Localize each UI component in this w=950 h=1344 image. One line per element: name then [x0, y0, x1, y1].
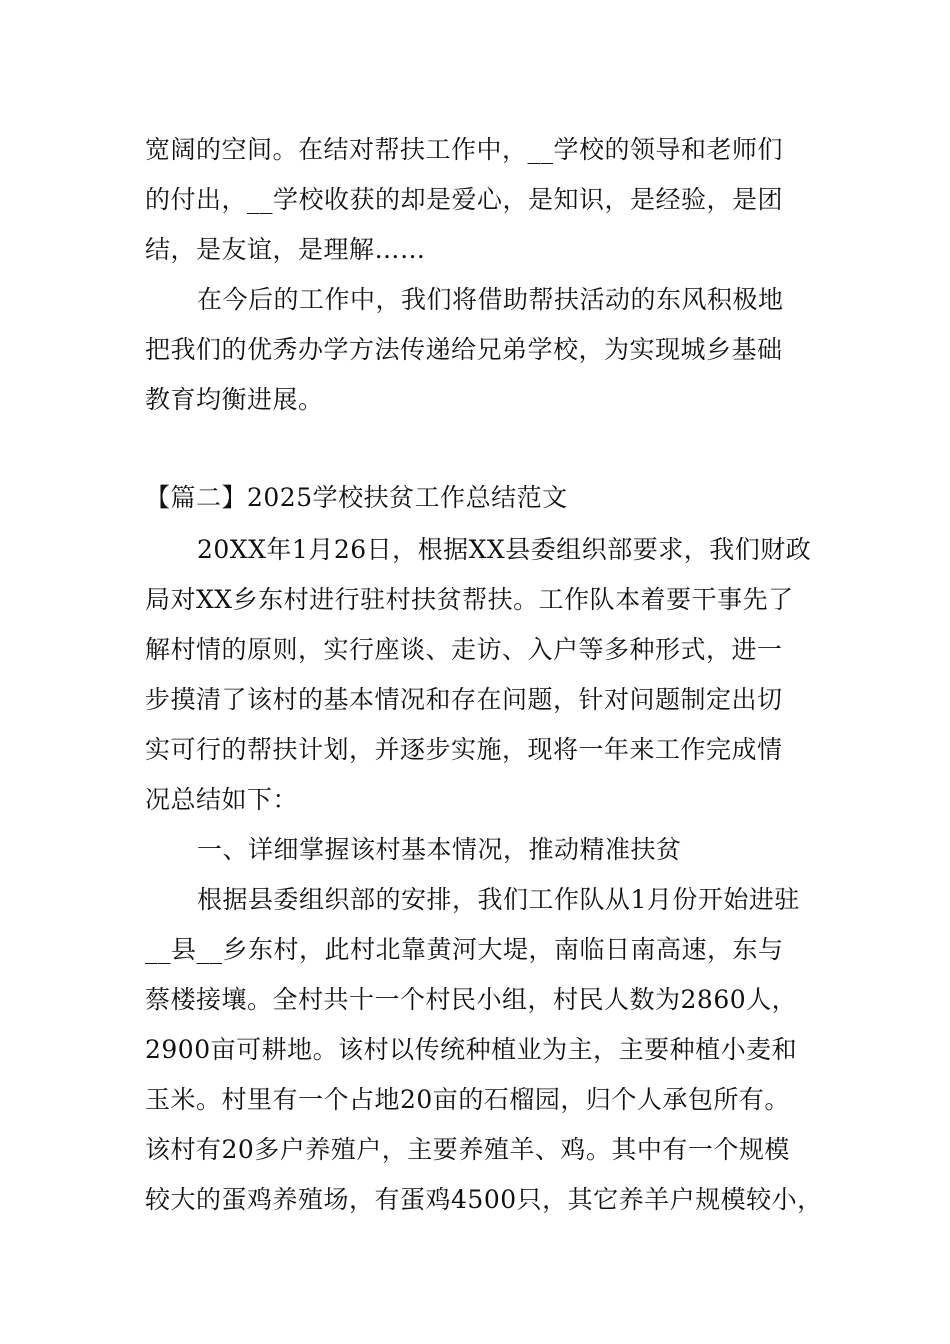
paragraph-line: 蔡楼接壤。全村共十一个村民小组，村民人数为2860人，: [145, 985, 798, 1014]
paragraph-line: 实可行的帮扶计划，并逐步实施，现将一年来工作完成情: [145, 735, 783, 764]
paragraph-line: 教育均衡进展。: [145, 385, 324, 414]
paragraph-line: 的付出，__学校收获的却是爱心，是知识，是经验，是团: [145, 185, 784, 214]
subsection-heading: 一、详细掌握该村基本情况，推动精准扶贫: [197, 835, 682, 864]
paragraph-line: 宽阔的空间。在结对帮扶工作中，__学校的领导和老师们: [145, 135, 784, 164]
paragraph-line: 把我们的优秀办学方法传递给兄弟学校，为实现城乡基础: [145, 335, 783, 364]
paragraph-line: 局对XX乡东村进行驻村扶贫帮扶。工作队本着要干事先了: [145, 585, 794, 614]
paragraph-line: 在今后的工作中，我们将借助帮扶活动的东风积极地: [197, 285, 784, 314]
paragraph-line: 较大的蛋鸡养殖场，有蛋鸡4500只，其它养羊户规模较小，: [145, 1185, 823, 1214]
paragraph-line: 20XX年1月26日，根据XX县委组织部要求，我们财政: [197, 535, 812, 564]
paragraph-line: 根据县委组织部的安排，我们工作队从1月份开始进驻: [197, 885, 800, 914]
paragraph-line: 解村情的原则，实行座谈、走访、入户等多种形式，进一: [145, 635, 783, 664]
paragraph-line: 况总结如下：: [145, 785, 299, 814]
paragraph-line: 2900亩可耕地。该村以传统种植业为主，主要种植小麦和: [145, 1035, 798, 1064]
paragraph-line: 步摸清了该村的基本情况和存在问题，针对问题制定出切: [145, 685, 783, 714]
paragraph-line: 该村有20多户养殖户，主要养殖羊、鸡。其中有一个规模: [145, 1135, 790, 1164]
paragraph-line: 玉米。村里有一个占地20亩的石榴园，归个人承包所有。: [145, 1085, 790, 1114]
paragraph-line: __县__乡东村，此村北靠黄河大堤，南临日南高速，东与: [145, 935, 784, 964]
paragraph-line: 结，是友谊，是理解……: [145, 235, 426, 264]
section-heading: 【篇二】2025学校扶贫工作总结范文: [145, 483, 568, 512]
